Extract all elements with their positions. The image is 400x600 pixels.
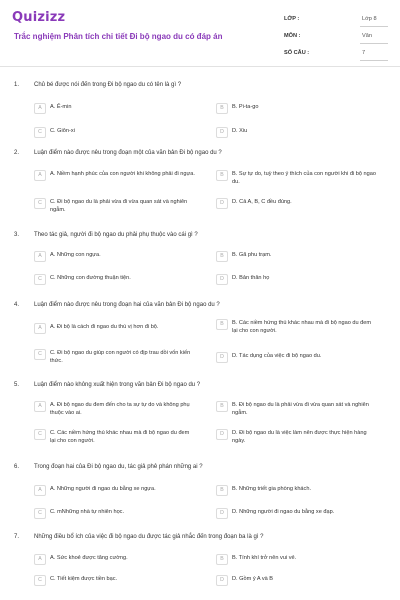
meta-row-class: [284, 12, 388, 29]
option-letter-box: B: [216, 554, 228, 565]
option-letter-box: C: [34, 575, 46, 586]
option-text: B. Tính khí trở nên vui vẻ.: [232, 555, 297, 561]
option-letter-box: D: [216, 198, 228, 209]
meta-value: Văn: [362, 33, 372, 39]
header-divider: [0, 66, 400, 67]
question-number: 5.: [14, 382, 20, 388]
option-text: C. Những con đường thuận tiện.: [50, 275, 131, 281]
option-letter-box: A: [34, 170, 46, 181]
worksheet-title: Trắc nghiệm Phân tích chi tiết Đi bộ ngao du có đáp án: [14, 32, 223, 41]
option-text: C. Đi bộ ngao du giúp con người có địp trau dồi vốn kiến thức.: [50, 350, 191, 364]
option-letter-box: C: [34, 429, 46, 440]
option-letter-box: B: [216, 251, 228, 262]
option-text: B. Những triết gia phòng khách.: [232, 486, 311, 492]
option-text: D. Tác dụng của việc đi bộ ngao du.: [232, 353, 322, 359]
option-letter-box: D: [216, 429, 228, 440]
meta-underline: [360, 26, 388, 27]
meta-value: 7: [362, 50, 366, 56]
question-text: Luận điểm nào được nêu trong đoạn hai của văn bản Đi bộ ngao du ?: [34, 302, 220, 308]
option-text: C. Các niềm hứng thú khác nhau mà đi bộ ngao du đem lại cho con người.: [50, 430, 190, 444]
option-text: B. Gã phu trạm.: [232, 252, 272, 258]
option-letter-box: D: [216, 127, 228, 138]
option-text: C. Tiết kiệm được tiền bạc.: [50, 576, 118, 582]
option-letter-box: C: [34, 349, 46, 360]
option-letter-box: A: [34, 323, 46, 334]
option-letter-box: C: [34, 508, 46, 519]
option-text: C. Giôn-xi: [50, 128, 75, 134]
option-letter-box: B: [216, 319, 228, 330]
option-text: C. Đi bộ ngao du là phải vừa đi vừa quan sát và nghiên ngẫm.: [50, 199, 188, 213]
option-text: D. Đi bộ ngao du là việc làm nên được thực hiện hàng ngày.: [232, 430, 367, 444]
option-letter-box: A: [34, 251, 46, 262]
option-letter-box: A: [34, 554, 46, 565]
option-letter-box: D: [216, 575, 228, 586]
option-text: D. Những người đi ngao du bằng xe đạp.: [232, 509, 335, 515]
option-text: A. Đi bộ là cách đi ngao du thú vị hơn đi bộ.: [50, 324, 159, 330]
meta-row-count: [284, 46, 388, 63]
option-letter-box: C: [34, 127, 46, 138]
question-text: Những điều bổ ích của việc đi bộ ngao du được tác giả nhắc đến trong đoạn ba là gì ?: [34, 534, 264, 540]
worksheet-header: [0, 0, 400, 66]
option-letter-box: B: [216, 103, 228, 114]
option-text: B. Các niềm hứng thú khác nhau mà đi bộ ngao du đem lại cho con người.: [232, 320, 372, 334]
option-letter-box: D: [216, 508, 228, 519]
option-text: D. Cả A, B, C đều đúng.: [232, 199, 292, 205]
option-text: A. Sức khoẻ được tăng cường.: [50, 555, 128, 561]
option-letter-box: D: [216, 274, 228, 285]
question-number: 1.: [14, 82, 20, 88]
option-letter-box: C: [34, 198, 46, 209]
option-text: B. Đi bộ ngao du là phải vừa đi vừa quan sát và nghiên ngẫm.: [232, 402, 369, 416]
question-text: Chủ bé được nói đến trong Đi bộ ngao du có tên là gì ?: [34, 82, 182, 88]
option-text: A. Ê-min: [50, 104, 72, 110]
question-text: Trong đoạn hai của Đi bộ ngao du, tác giả phê phán những ai ?: [34, 464, 203, 470]
option-text: B. Pi-ta-go: [232, 104, 259, 110]
option-letter-box: A: [34, 103, 46, 114]
question-number: 7.: [14, 534, 20, 540]
option-letter-box: A: [34, 401, 46, 412]
option-text: A. Những con ngựa.: [50, 252, 101, 258]
option-letter-box: C: [34, 274, 46, 285]
meta-row-subject: [284, 29, 388, 46]
option-text: A. Những người đi ngao du bằng xe ngựa.: [50, 486, 156, 492]
option-text: B. Sự tự do, tuỳ theo ý thích của con người khi đi bộ ngao du.: [232, 171, 376, 185]
option-text: D. Xiu: [232, 128, 248, 134]
question-number: 4.: [14, 302, 20, 308]
option-letter-box: B: [216, 170, 228, 181]
meta-value: Lớp 8: [362, 16, 377, 22]
option-text: D. Gồm ý A và B: [232, 576, 274, 582]
question-text: Luận điểm nào không xuất hiện trong văn bản Đi bộ ngao du ?: [34, 382, 201, 388]
meta-label: LỚP :: [284, 16, 300, 22]
option-letter-box: B: [216, 485, 228, 496]
quizizz-logo: Quizizz: [12, 9, 66, 25]
option-letter-box: B: [216, 401, 228, 412]
option-text: A. Đi bộ ngao du đem đến cho ta sự tự do và không phụ thuộc vào ai.: [50, 402, 190, 416]
meta-label: MÔN :: [284, 33, 301, 39]
option-text: C. mNhững nhà tự nhiên học.: [50, 509, 125, 515]
question-number: 6.: [14, 464, 20, 470]
meta-underline: [360, 43, 388, 44]
option-letter-box: D: [216, 352, 228, 363]
question-number: 3.: [14, 232, 20, 238]
question-text: Theo tác giả, người đi bộ ngao du phải phụ thuộc vào cái gì ?: [34, 232, 198, 238]
question-number: 2.: [14, 150, 20, 156]
worksheet-meta: [284, 12, 388, 63]
option-text: A. Niềm hạnh phúc của con người khi không phải đi ngựa.: [50, 171, 195, 177]
meta-label: SỐ CÂU :: [284, 50, 310, 56]
option-letter-box: A: [34, 485, 46, 496]
question-text: Luận điểm nào được nêu trong đoạn một của văn bản Đi bộ ngao du ?: [34, 150, 222, 156]
option-text: D. Bản thân họ: [232, 275, 270, 281]
meta-underline: [360, 60, 388, 61]
